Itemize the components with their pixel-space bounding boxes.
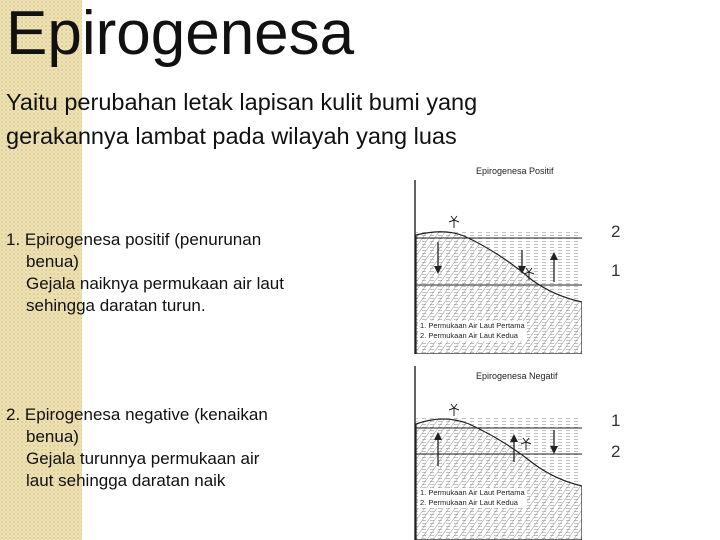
level-label-lower: 1: [611, 261, 621, 280]
figure-legend: [418, 321, 527, 341]
level-label-upper: 2: [611, 222, 621, 241]
point-negative: [6, 404, 366, 492]
slide-subtitle: Yaitu perubahan letak lapisan kulit bumi yang gerakannya lambat pada wilayah yang luas: [6, 89, 478, 149]
slide-title: Epirogenesa: [6, 0, 355, 68]
point-description: sehingga daratan turun.: [26, 296, 206, 315]
legend-item: 1. Permukaan Air Laut Pertama: [420, 488, 525, 497]
figure-title: Epirogenesa Negatif: [476, 371, 558, 381]
legend-item: 1. Permukaan Air Laut Pertama: [420, 321, 525, 330]
point-description: Gejala turunnya permukaan air: [26, 449, 260, 468]
legend-item: 2. Permukaan Air Laut Kedua: [420, 498, 518, 507]
level-label-upper: 1: [611, 411, 621, 430]
figure-epirogenesa-negatif: [414, 366, 582, 540]
point-description: laut sehingga daratan naik: [26, 471, 226, 490]
point-heading: 2. Epirogenesa negative (kenaikan: [6, 405, 268, 424]
palm-tree-icon: [449, 404, 459, 416]
point-heading: 1. Epirogenesa positif (penurunan: [6, 230, 262, 249]
level-label-lower: 2: [611, 442, 621, 461]
figure-legend: [418, 488, 527, 508]
palm-tree-icon: [449, 216, 459, 228]
point-heading-cont: benua): [26, 252, 79, 271]
point-positive: [6, 229, 366, 317]
figure-title: Epirogenesa Positif: [476, 166, 554, 176]
point-heading-cont: benua): [26, 427, 79, 446]
point-description: Gejala naiknya permukaan air laut: [26, 274, 284, 293]
legend-item: 2. Permukaan Air Laut Kedua: [420, 331, 518, 340]
